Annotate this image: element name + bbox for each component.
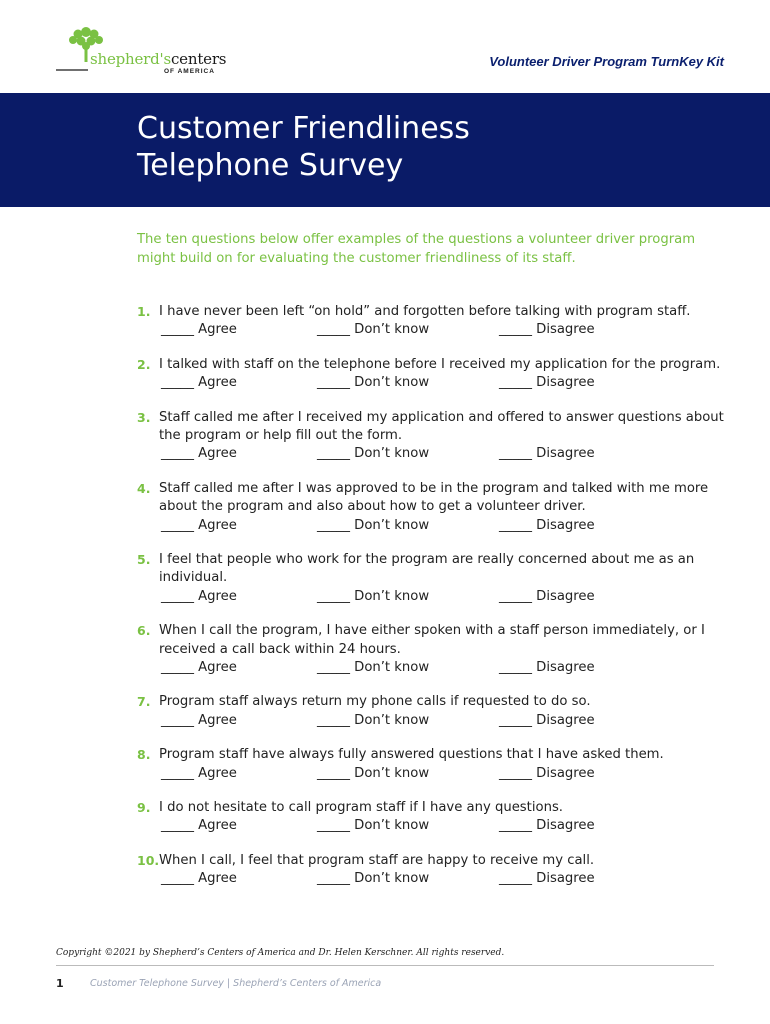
question-text: I do not hesitate to call program staff if I have any questions. [159, 800, 564, 815]
answer-choices [161, 517, 737, 535]
choice-agree[interactable]: _____ Agree [161, 588, 237, 604]
answer-choices [161, 588, 737, 606]
survey-question [137, 551, 737, 606]
page-title: Customer Friendliness Telephone Survey [137, 111, 470, 183]
answer-choices [161, 321, 737, 339]
choice-agree[interactable]: _____ Agree [161, 375, 237, 391]
survey-question [137, 746, 737, 783]
question-number: 3. [137, 409, 151, 425]
choice-agree[interactable]: _____ Agree [161, 446, 237, 462]
choice-dont-know[interactable]: _____ Don’t know [317, 375, 430, 391]
choice-disagree[interactable]: _____ Disagree [499, 375, 595, 391]
question-number: 5. [137, 552, 151, 567]
answer-choices [161, 712, 737, 730]
answer-choices [161, 870, 737, 888]
choice-agree[interactable]: _____ Agree [161, 871, 237, 887]
kit-title: Volunteer Driver Program TurnKey Kit [489, 54, 724, 69]
question-number: 6. [137, 623, 151, 639]
survey-question [137, 693, 737, 730]
choice-dont-know[interactable]: _____ Don’t know [317, 818, 430, 834]
choice-agree[interactable]: _____ Agree [161, 712, 237, 728]
question-number: 7. [137, 694, 151, 710]
question-list [137, 303, 737, 905]
choice-disagree[interactable]: _____ Disagree [499, 322, 595, 338]
question-text: Program staff always return my phone calls if requested to do so. [159, 694, 591, 710]
question-text: I talked with staff on the telephone before I received my application for the program. [159, 356, 721, 372]
question-number: 2. [137, 356, 151, 372]
survey-question [137, 852, 737, 889]
answer-choices [161, 445, 737, 463]
choice-agree[interactable]: _____ Agree [161, 818, 237, 834]
survey-question [137, 356, 737, 393]
choice-disagree[interactable]: _____ Disagree [499, 588, 595, 604]
choice-disagree[interactable]: _____ Disagree [499, 871, 595, 887]
question-number: 4. [137, 480, 151, 496]
choice-agree[interactable]: _____ Agree [161, 660, 237, 676]
question-text: Staff called me after I received my application and offered to answer questions about the program or help fill out the form. [159, 409, 724, 443]
question-text: I have never been left “on hold” and forgotten before talking with program staff. [159, 304, 691, 319]
choice-agree[interactable]: _____ Agree [161, 517, 237, 533]
answer-choices [161, 659, 737, 677]
survey-question [137, 409, 737, 464]
question-text: Staff called me after I was approved to be in the program and talked with me more about the program and also about how to get a volunteer driver. [159, 480, 709, 515]
choice-dont-know[interactable]: _____ Don’t know [317, 446, 430, 462]
question-text: I feel that people who work for the program are really concerned about me as an individual. [159, 552, 695, 586]
choice-dont-know[interactable]: _____ Don’t know [317, 322, 430, 338]
page-number: 1 [56, 977, 64, 990]
choice-dont-know[interactable]: _____ Don’t know [317, 588, 430, 604]
choice-dont-know[interactable]: _____ Don’t know [317, 712, 430, 728]
answer-choices [161, 817, 737, 835]
survey-question [137, 303, 737, 340]
logo [56, 22, 226, 78]
question-text: When I call the program, I have either spoken with a staff person immediately, or I received a call back within 24 hours. [159, 623, 705, 657]
logo-subtitle: OF AMERICA [164, 68, 215, 75]
question-number: 1. [137, 304, 151, 319]
survey-question [137, 480, 737, 535]
question-text: Program staff have always fully answered questions that I have asked them. [159, 747, 664, 763]
choice-disagree[interactable]: _____ Disagree [499, 712, 595, 728]
question-number: 9. [137, 800, 151, 815]
footer-text: Customer Telephone Survey | Shepherd’s Centers of America [90, 978, 382, 989]
choice-dont-know[interactable]: _____ Don’t know [317, 517, 430, 533]
choice-disagree[interactable]: _____ Disagree [499, 765, 595, 781]
choice-dont-know[interactable]: _____ Don’t know [317, 765, 430, 781]
logo-wordmark: shepherd'scenters [90, 50, 227, 68]
question-text: When I call, I feel that program staff are happy to receive my call. [159, 852, 595, 868]
choice-disagree[interactable]: _____ Disagree [499, 818, 595, 834]
choice-dont-know[interactable]: _____ Don’t know [317, 660, 430, 676]
choice-agree[interactable]: _____ Agree [161, 765, 237, 781]
answer-choices [161, 374, 737, 392]
choice-dont-know[interactable]: _____ Don’t know [317, 871, 430, 887]
footer-divider [56, 965, 714, 966]
survey-question [137, 799, 737, 836]
choice-disagree[interactable]: _____ Disagree [499, 517, 595, 533]
title-banner [0, 93, 770, 207]
choice-agree[interactable]: _____ Agree [161, 322, 237, 338]
survey-question [137, 622, 737, 677]
question-number: 8. [137, 747, 151, 763]
intro-text: The ten questions below offer examples of the questions a volunteer driver program might build on for evaluating the customer friendliness of its staff. [137, 232, 696, 266]
choice-disagree[interactable]: _____ Disagree [499, 660, 595, 676]
choice-disagree[interactable]: _____ Disagree [499, 446, 595, 462]
copyright: Copyright ©2021 by Shepherd’s Centers of America and Dr. Helen Kerschner. All rights reserved. [56, 948, 505, 958]
answer-choices [161, 765, 737, 783]
question-number: 10. [137, 852, 160, 868]
